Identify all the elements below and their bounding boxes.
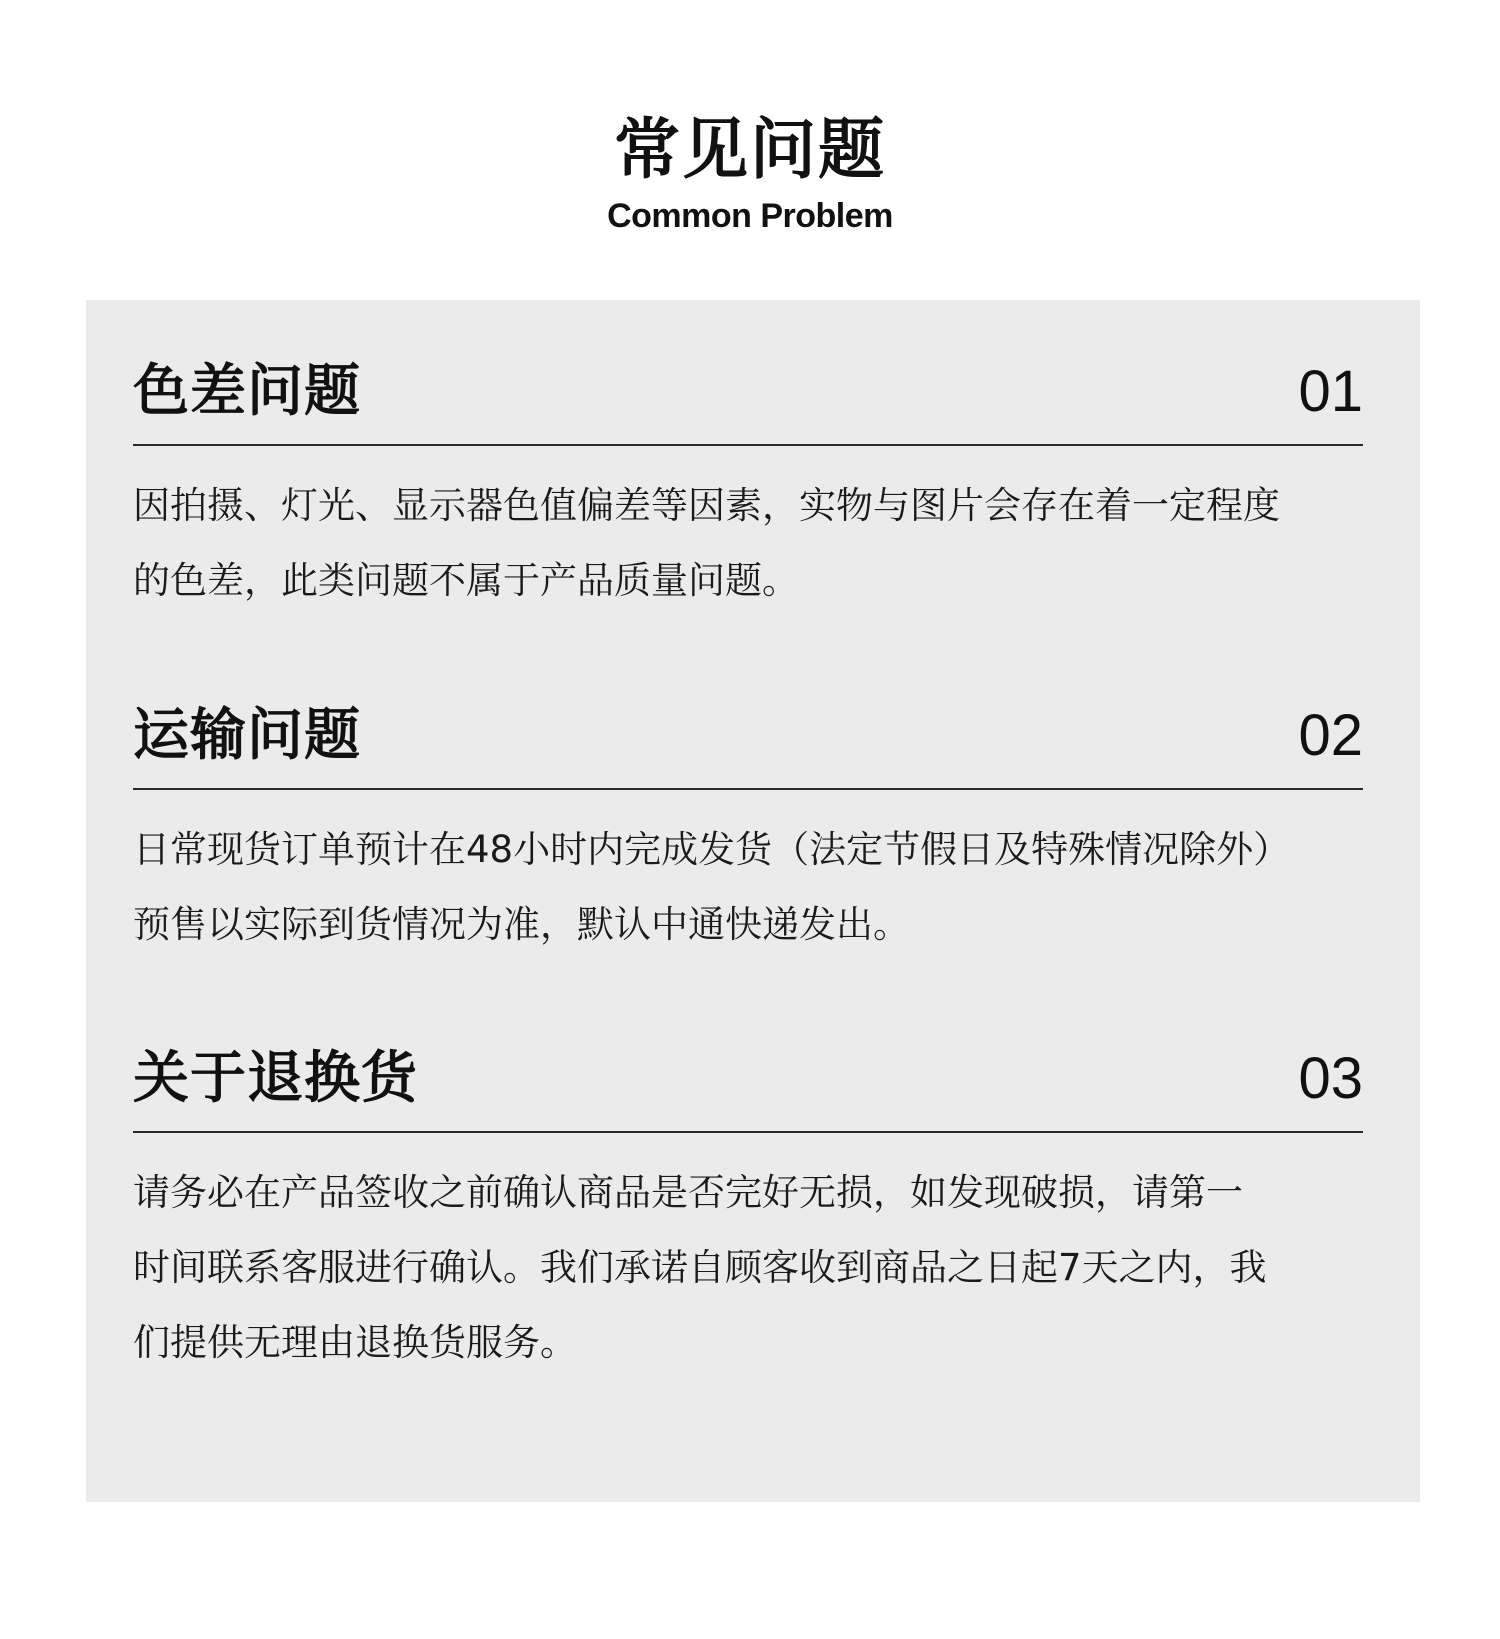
- faq-title: 关于退换货: [133, 1046, 418, 1111]
- faq-header: [133, 348, 1363, 446]
- faq-panel: [86, 300, 1420, 1502]
- faq-body: 因拍摄、灯光、显示器色值偏差等因素，实物与图片会存在着一定程度 的色差，此类问题不属于产品质量问题。: [133, 484, 1280, 602]
- faq-title: 色差问题: [133, 359, 361, 424]
- page-header: [0, 110, 1500, 238]
- faq-header: [133, 1035, 1363, 1133]
- faq-number: 02: [1298, 703, 1363, 768]
- page-subtitle: Common Problem: [607, 197, 893, 235]
- faq-header: [133, 692, 1363, 790]
- faq-body: 请务必在产品签收之前确认商品是否完好无损，如发现破损，请第一 时间联系客服进行确认。我们承诺自顾客收到商品之日起7天之内，我 们提供无理由退换货服务。: [133, 1171, 1267, 1364]
- faq-number: 01: [1298, 359, 1363, 424]
- faq-item-color-difference: [133, 348, 1363, 618]
- faq-body: 日常现货订单预计在48小时内完成发货（法定节假日及特殊情况除外） 预售以实际到货情况为准，默认中通快递发出。: [133, 828, 1291, 946]
- faq-item-shipping: [133, 692, 1363, 962]
- faq-number: 03: [1298, 1046, 1363, 1111]
- faq-item-returns: [133, 1035, 1363, 1380]
- page-title: 常见问题: [614, 111, 886, 188]
- faq-title: 运输问题: [133, 703, 361, 768]
